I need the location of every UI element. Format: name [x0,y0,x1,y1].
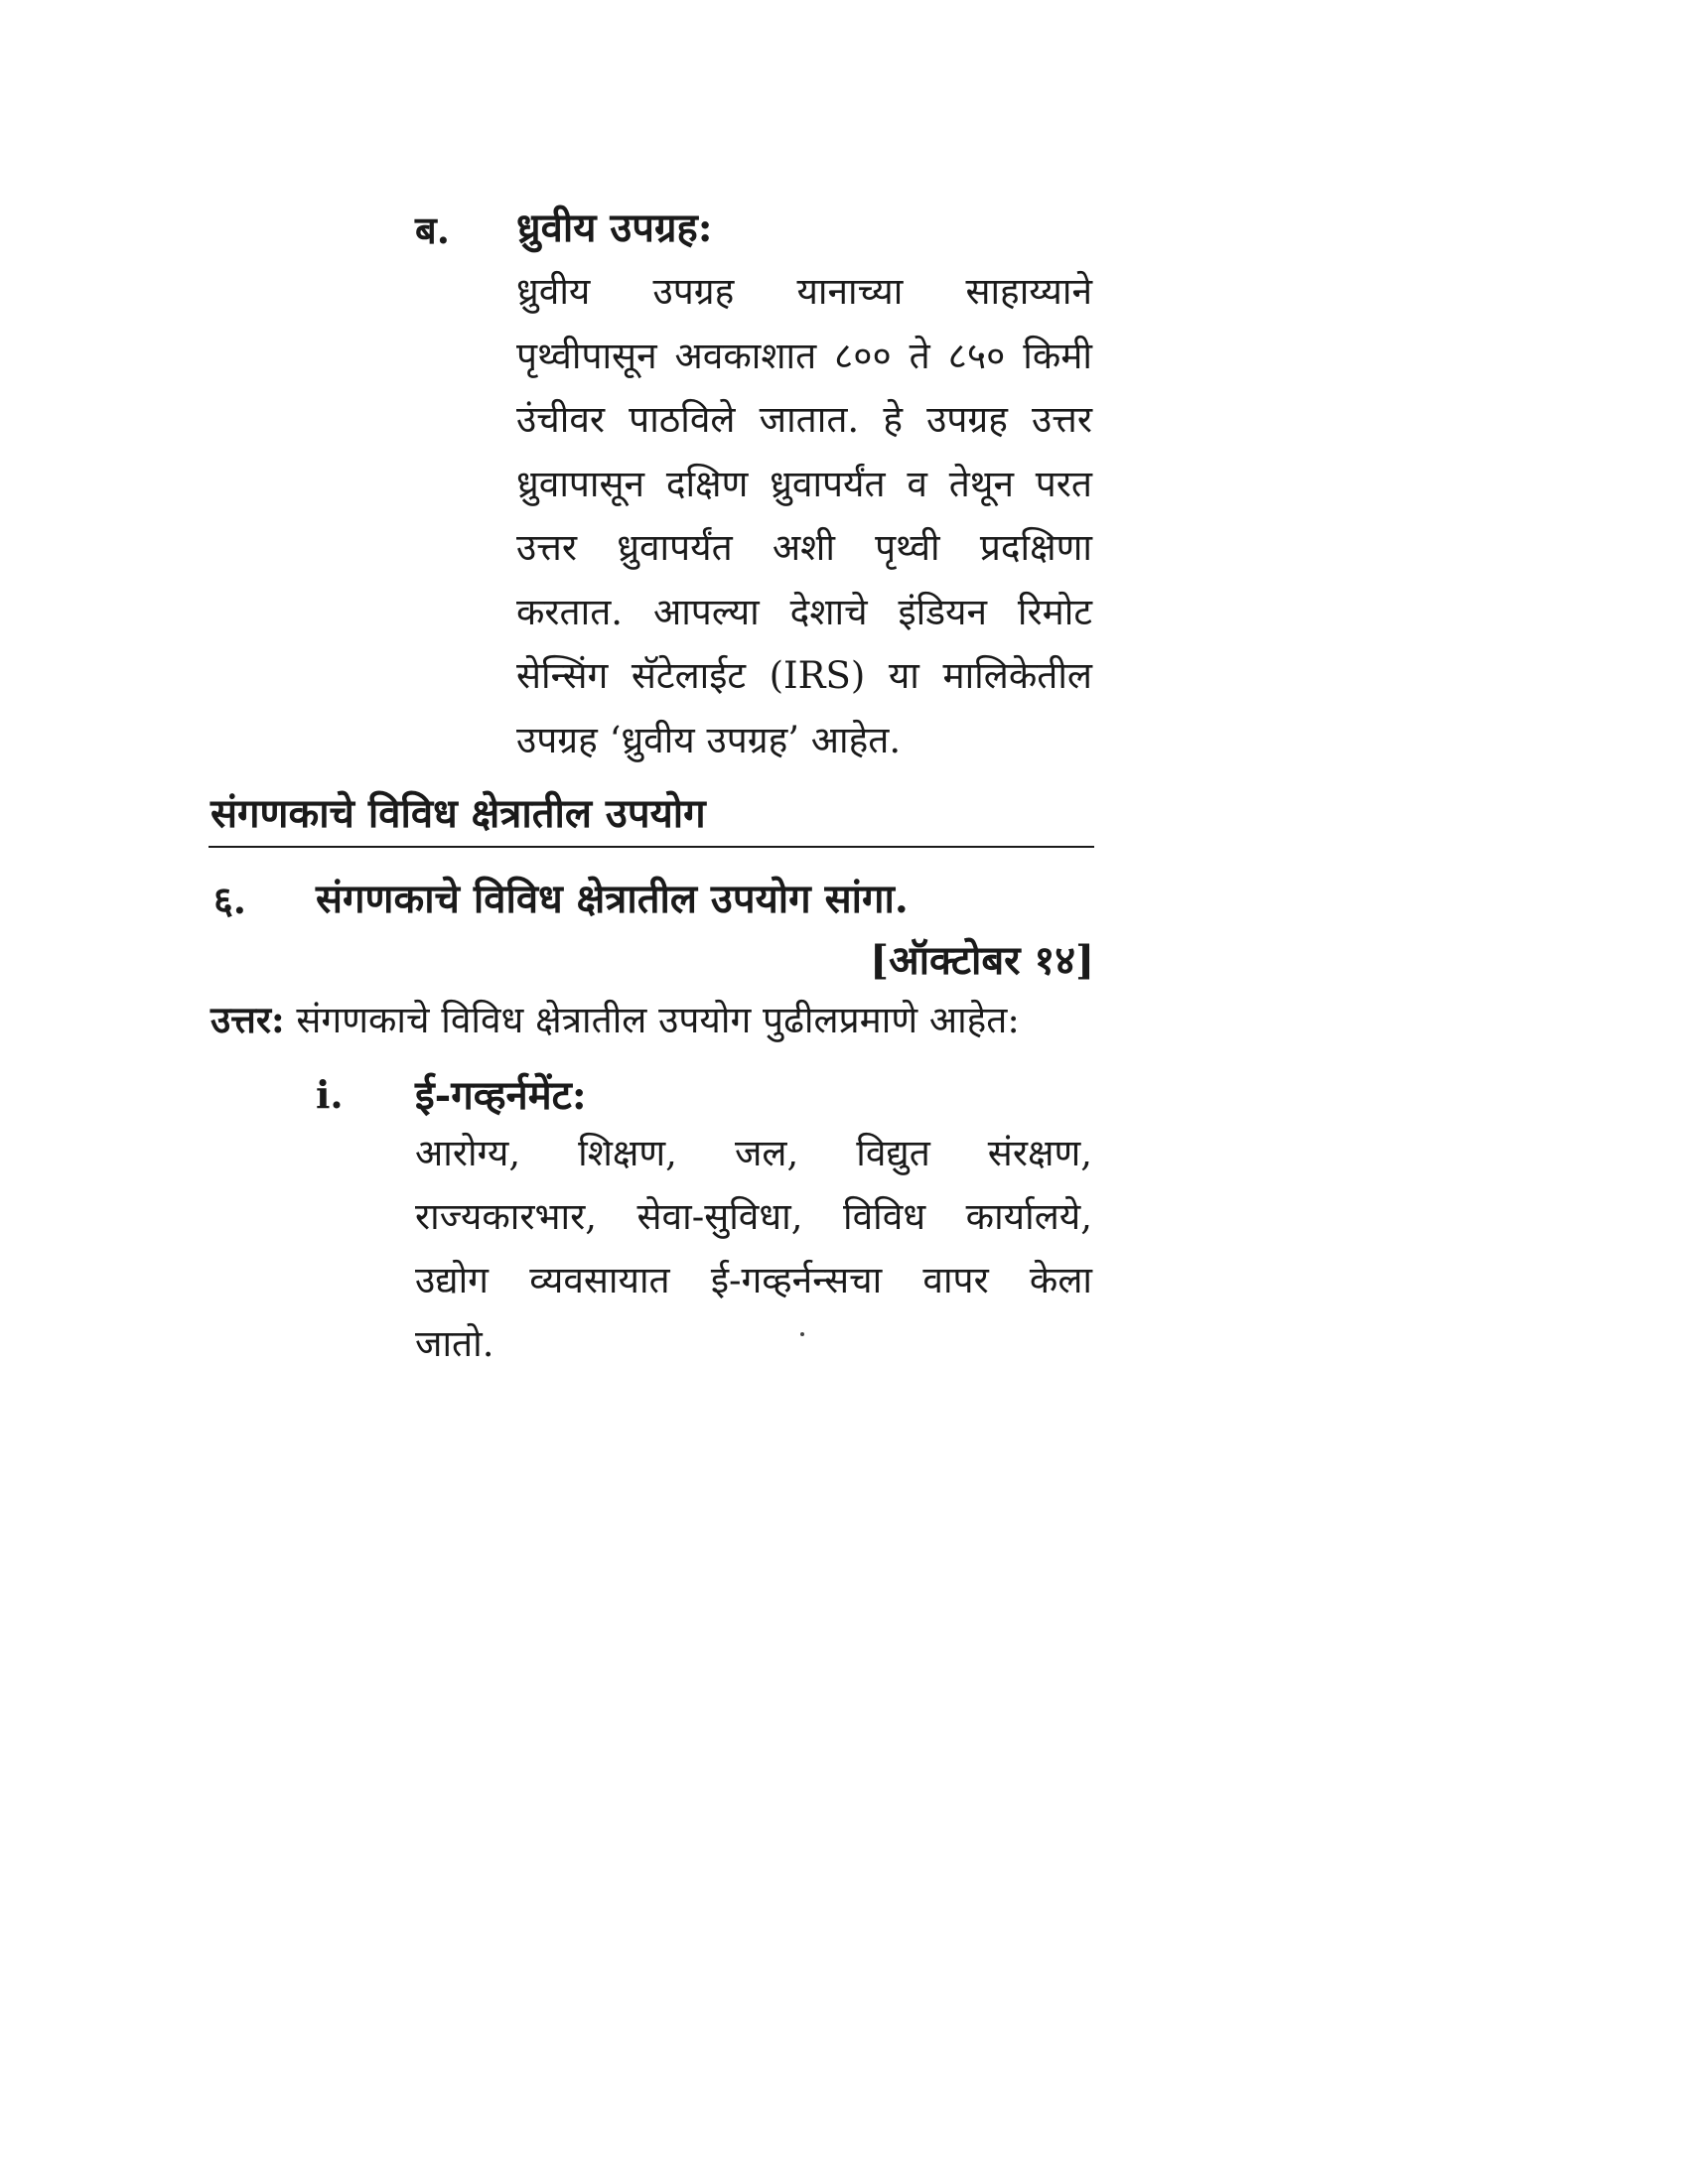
sub-point-i-marker: i. [316,1072,344,1117]
question-exam-date: [ऑक्टोबर १४] [870,937,1094,984]
paragraph-line: ध्रुवीय उपग्रह यानाच्या साहाय्याने [516,270,1092,313]
answer-label: उत्तर: [211,998,285,1041]
sub-point-i-heading: ई-गव्हर्नमेंट: [415,1072,587,1119]
paragraph-line: ध्रुवापासून दक्षिण ध्रुवापर्यंत व तेथून परत [516,462,1092,505]
paragraph-line: जातो. [415,1322,494,1365]
paragraph-line: उपग्रह ‘ध्रुवीय उपग्रह’ आहेत. [516,718,902,761]
paragraph-line: उद्योग व्यवसायात ई-गव्हर्नन्सचा वापर केला [415,1259,1092,1301]
answer-text: संगणकाचे विविध क्षेत्रातील उपयोग पुढीलप्रमाणे आहेत: [284,999,1020,1041]
paragraph-line: सेन्सिंग सॅटेलाईट (IRS) या मालिकेतील [516,654,1092,697]
sub-point-b-heading: ध्रुवीय उपग्रह: [516,205,713,251]
paragraph-line: करतात. आपल्या देशाचे इंडियन रिमोट [516,590,1092,633]
paragraph-line: राज्यकारभार, सेवा-सुविधा, विविध कार्यालये, [415,1195,1092,1238]
paragraph-line: आरोग्य, शिक्षण, जल, विद्युत संरक्षण, [415,1132,1092,1174]
answer-intro [211,993,1020,1043]
section-heading: संगणकाचे विविध क्षेत्रातील उपयोग [211,790,706,837]
paragraph-line: उंचीवर पाठविले जातात. हे उपग्रह उत्तर [516,398,1092,441]
scan-speck [800,1332,804,1336]
paragraph-line: पृथ्वीपासून अवकाशात ८०० ते ८५० किमी [516,334,1092,377]
question-number: ६. [213,878,246,922]
sub-point-i-paragraph [415,1122,1092,1376]
sub-point-b-paragraph [516,260,1092,772]
section-divider [209,846,1094,848]
sub-point-b-marker: ब. [415,207,450,252]
question-text: संगणकाचे विविध क्षेत्रातील उपयोग सांगा. [316,876,909,922]
paragraph-line: उत्तर ध्रुवापर्यंत अशी पृथ्वी प्रदक्षिणा [516,526,1092,569]
